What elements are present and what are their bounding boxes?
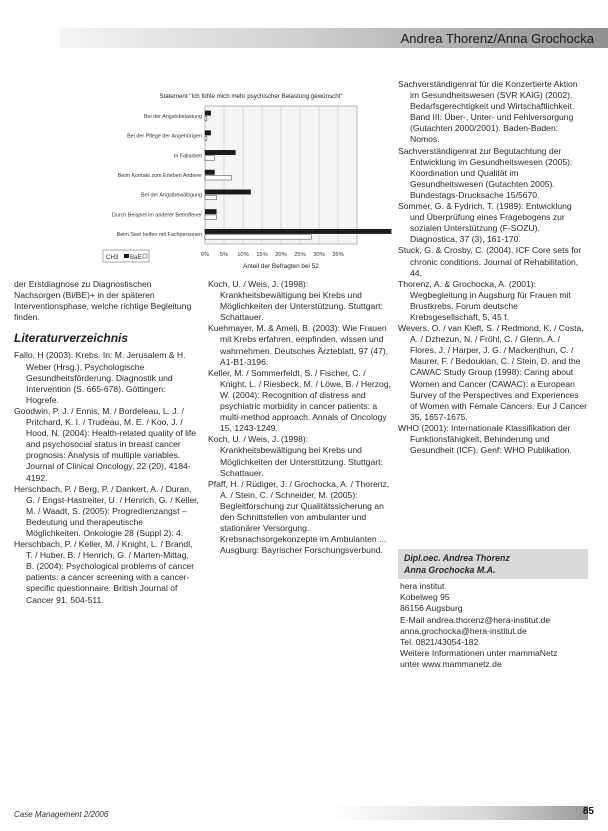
- address-line: anna.grochocka@hera-institut.de: [400, 625, 527, 636]
- middle-column: [208, 279, 391, 556]
- bar-series-1: [205, 131, 211, 136]
- bar-series-2: [205, 195, 216, 200]
- category-label: In Fallarbeit: [173, 153, 202, 160]
- author-name-2: Anna Grochocka M.A.: [404, 565, 496, 575]
- bar-series-2: [205, 176, 232, 181]
- address-line: E-Mail andrea.thorenz@hera-institut.de: [400, 614, 551, 625]
- x-tick-label: 35%: [332, 252, 344, 258]
- address-line: hera institut: [400, 581, 445, 591]
- address-line: Weitere Informationen unter mammaNetz: [400, 648, 558, 659]
- right-column: [398, 79, 588, 456]
- reference-entry: WHO (2001): Internationale Klassifikation der Funktionsfähigkeit, Behinderung und Gesundheit (ICF). Genf: WHO Publikation.: [398, 422, 572, 456]
- x-tick-label: 0%: [200, 252, 210, 258]
- journal-footer: Case Management 2/2006: [14, 810, 109, 819]
- bar-series-2: [205, 235, 311, 240]
- category-label: Beim Seel helfen mit Fachpersonen: [116, 232, 202, 239]
- footer-gradient-bar: [330, 806, 588, 820]
- legend-swatch: [124, 254, 129, 258]
- author-name-1: Dipl.oec. Andrea Thorenz: [404, 553, 510, 563]
- page-number: 85: [582, 806, 594, 817]
- bar-chart: [95, 84, 399, 272]
- x-tick-label: 30%: [313, 252, 325, 258]
- bar-series-2: [205, 116, 207, 121]
- running-head: Andrea Thorenz/Anna Grochocka: [400, 31, 594, 46]
- reference-entry: Kuehmayer, M. & Ameli, B. (2003): Wie Frauen mit Krebs erfahren, empfinden, wissen und wahrnehmen. Deutsches Ärzteblatt, 97 (47), A1-B1-3196.: [208, 323, 389, 367]
- bar-series-1: [205, 150, 235, 155]
- reference-entry: Pfaff, H. / Rüdiger, J. / Grochocka, A. / Thorenz, A. / Stein, C. / Schneider, M. (2005): Begleitforschung zur Qualitätssicherung an den Schnittstellen von ambulanter und stationärer Versorgung. Krebsnachsorgekonzepte im Ambulanten ... Ausgburg: Bayrischer Forschungsverbund.: [208, 478, 390, 556]
- reference-entry: Thorenz, A. & Grochocka, A. (2001): Wegbegleitung in Augsburg für Frauen mit Brustkrebs. Forum deutsche Krebsgesellschaft, 5, 45 f.: [398, 278, 571, 322]
- middle-refs: [208, 279, 391, 556]
- author-address: [398, 549, 588, 671]
- reference-entry: Koch, U. / Weis, J. (1998): Krankheitsbewältigung bei Krebs und Möglichkeiten der Unterstützung. Stuttgart: Schattauer.: [208, 434, 383, 478]
- bar-series-1: [205, 209, 216, 214]
- legend-label: BaE: [130, 254, 142, 261]
- bar-series-2: [205, 215, 216, 220]
- reference-entry: Sachverständigenrat für die Konzertierte Aktion im Gesundheitswesen (SVR KAiG) (2002). Bedarfsgerechtigkeit und Wirtschaftlichkeit. Band III: Über-, Unter- und Fehlversorgung (Gutachten 2000/2001). Baden-Baden: Nomos.: [398, 79, 578, 145]
- reference-entry: Fallo, H (2003). Krebs. In: M. Jerusalem & H. Weber (Hrsg.), Psychologische Gesundheitsförderung. Diagnostik und Intervention (S. 665-678). Göttingen: Hogrefe.: [14, 350, 186, 405]
- intro-text: der Erstdiagnose zu Diagnostischen Nachsorgen (Bi/BE)+ in der späteren Interventionsphase, welche richtige Begleitung finden.: [14, 279, 192, 323]
- bar-series-2: [205, 156, 215, 161]
- category-label: Bei der Angstbewältigung: [141, 192, 202, 199]
- bar-series-1: [205, 190, 251, 195]
- x-tick-label: 10%: [237, 252, 249, 258]
- chart-title: Statement "Ich fühle mich mehr psychischer Belastung gewünscht": [159, 93, 343, 100]
- x-tick-label: 25%: [294, 252, 306, 258]
- address-line: 86156 Augsburg: [400, 603, 463, 614]
- category-label: Durch Beispiel im anderer Betroffener: [111, 212, 202, 219]
- reference-entry: Sachverständigenrat zur Begutachtung der Entwicklung im Gesundheitswesen (2005): Koordination und Qualität im Gesundheitswesen (Gutachten 2005). Bundestags-Drucksache 15/5670.: [398, 145, 573, 200]
- left-column: [14, 279, 199, 606]
- reference-entry: Goodwin, P. J. / Ennis, M. / Bordeleau, L. J. / Pritchard, K. I. / Trudeau, M. E. / Koo, J. / Hood, N. (2004): Health-related quality of life and psychosocial status in breast cancer prognosis: Analysis of multiple variables. Journal of Clinical Oncology, 22 (20), 4184-4192.: [14, 405, 197, 483]
- address-line: Tel. 0821/43054-182: [400, 637, 479, 648]
- category-label: Bei der Angstsbelastung: [143, 113, 202, 120]
- chart-svg: [95, 84, 399, 272]
- category-label: Beim Kontakt zum Erleben Anderer: [117, 173, 202, 179]
- reference-entry: Wevers, O. / van Kieft, S. / Redmond, K. / Costa, A. / Dzhezun, N. / Fröhl, C. / Glenn, A. / Flores, J. / Harper, J. G. / Mackenthun, C. / Maurer, F. / Bedoukian, C. / Stein, D. and the CAWAC Study Group (1998): Caring about Women and Cancer (CAWAC): a European Survey of the Perspectives and Experiences of Women with Female Cancers. Eur J Cancer 35, 1657-1675.: [398, 323, 588, 422]
- x-tick-label: 15%: [256, 252, 268, 258]
- bar-series-2: [205, 136, 207, 141]
- bar-series-1: [205, 111, 211, 116]
- legend-label: CH3: [106, 254, 119, 261]
- address-lines: [398, 581, 588, 671]
- x-axis-label: Anteil der Befragten bei 52: [243, 263, 319, 270]
- author-names: [398, 549, 588, 579]
- reference-entry: Herschbach, P. / Keller, M. / Knight, L. / Brandl, T. / Huber, B. / Henrich, G. / Marten-Mittag, B. (2004): Psychological problems of cancer patients: a cancer screening with a cancer-specific questionnaire. British Journal of Cancer 91, 504-511.: [14, 539, 195, 605]
- reference-entry: Sommer, G. & Fydrich, T. (1989): Entwicklung und Überprüfung eines Fragebogens zur sozialen Unterstützung (F-SOZU). Diagnostica, 37 (3), 161-170.: [398, 201, 572, 245]
- x-tick-label: 20%: [275, 252, 287, 258]
- running-head-bar: [0, 0, 608, 50]
- right-refs: [398, 79, 588, 456]
- reference-entry: Stuck, G. & Crosby, C. (2004). ICF Core sets for chronic conditions. Journal of Rehabilitation, 44.: [398, 245, 582, 278]
- reference-entry: Keller, M. / Sommerfeldt, S. / Fischer, C. / Knight, L. / Riesbeck, M. / Löwe, B. / Herzog, W. (2004): Recognition of distress and psychiatric morbidity in cancer patients: a multi-method approach. Annals of Oncology 15, 1243-1249.: [208, 367, 391, 434]
- category-label: Bei der Pflege der Angehörigen: [127, 133, 202, 140]
- reference-entry: Herschbach, P. / Berg, P. / Dankert, A. / Duran, G. / Engst-Hastreiter, U. / Henrich, G. / Keller, M. / Waadt, S. (2005): Progredienzangst – Bedeutung und therapeutische Möglichkeiten. Onkologie 28 (Suppl 2): 4.: [14, 483, 199, 538]
- bar-series-1: [205, 229, 391, 234]
- left-refs: [14, 350, 199, 605]
- reference-entry: Koch, U. / Weis, J. (1998): Krankheitsbewältigung bei Krebs und Möglichkeiten der Unterstützung. Stuttgart: Schattauer.: [208, 279, 383, 323]
- address-line: Kobelweg 95: [400, 592, 450, 603]
- address-line: unter www.mammanetz.de: [400, 659, 502, 670]
- bar-series-1: [205, 170, 215, 175]
- section-title: Literaturverzeichnis: [14, 331, 129, 346]
- legend-swatch: [143, 254, 147, 258]
- x-tick-label: 5%: [219, 252, 229, 258]
